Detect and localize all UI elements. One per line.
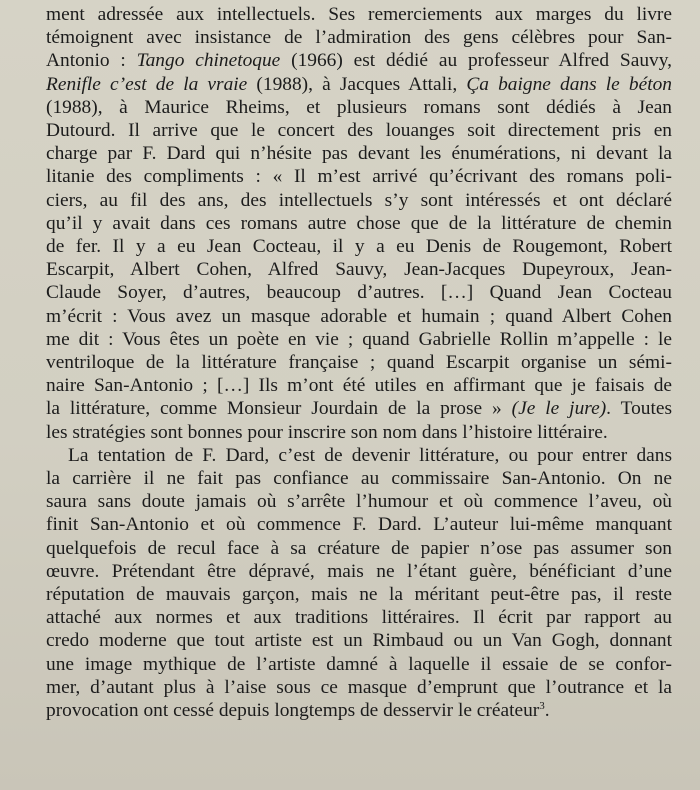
text-line: Renifle c’est de la vraie (1988), à Jacques Attali, Ça baigne dans le béton: [46, 73, 672, 95]
text-line: (1988), à Maurice Rheims, et plusieurs romans sont dédiés à Jean: [46, 96, 672, 118]
text-line: Escarpit, Albert Cohen, Alfred Sauvy, Jean-Jacques Dupeyroux, Jean-: [46, 259, 672, 281]
text-line: la littérature, comme Monsieur Jourdain de la prose » (Je le jure). Toutes: [46, 398, 672, 420]
text-line: témoignent avec insistance de l’admiration des gens célèbres pour San-: [46, 27, 672, 49]
text-line: provocation ont cessé depuis longtemps de desservir le créateur$^3$.: [46, 700, 550, 722]
text-line: credo moderne que tout artiste est un Rimbaud ou un Van Gogh, donnant: [46, 630, 672, 652]
text-line: la carrière il ne fait pas confiance au commissaire San-Antonio. On ne: [46, 468, 672, 490]
text-line: mer, d’autant plus à l’aise sous ce masque d’emprunt que l’outrance et la: [46, 676, 672, 698]
text-line: saura sans doute jamais où s’arrête l’humour et où commence l’aveu, où: [46, 491, 672, 513]
text-line: de fer. Il y a eu Jean Cocteau, il y a eu Denis de Rougemont, Robert: [46, 236, 672, 258]
text-line: m’écrit : Vous avez un masque adorable et humain ; quand Albert Cohen: [46, 305, 672, 327]
text-line: Claude Soyer, d’autres, beaucoup d’autres. […] Quand Jean Cocteau: [46, 282, 672, 304]
text-line: La tentation de F. Dard, c’est de devenir littérature, ou pour entrer dans: [68, 444, 672, 466]
text-line: me dit : Vous êtes un poète en vie ; quand Gabrielle Rollin m’appelle : le: [46, 328, 672, 350]
text-line: attaché aux normes et aux traditions littéraires. Il écrit par rapport au: [46, 607, 672, 629]
text-line: ventriloque de la littérature française ; quand Escarpit organise un sémi-: [46, 352, 672, 374]
text-line: œuvre. Prétendant être dépravé, mais ne l’étant guère, bénéficiant d’une: [46, 560, 672, 582]
text-line: une image mythique de l’artiste damné à laquelle il essaie de se confor-: [46, 653, 672, 675]
text-line: finit San-Antonio et où commence F. Dard. L’auteur lui-même manquant: [46, 514, 672, 536]
text-line: charge par F. Dard qui n’hésite pas devant les énumérations, ni devant la: [46, 143, 672, 165]
text-line: litanie des compliments : « Il m’est arrivé qu’écrivant des romans poli-: [46, 166, 672, 188]
text-line: Antonio : Tango chinetoque (1966) est dédié au professeur Alfred Sauvy,: [46, 50, 672, 72]
text-line: ciers, au fil des ans, des intellectuels s’y sont intéressés et ont déclaré: [46, 189, 672, 211]
text-line: Dutourd. Il arrive que le concert des louanges soit directement pris en: [46, 120, 672, 142]
text-line: quelquefois de recul face à sa créature de papier n’ose pas assumer son: [46, 537, 672, 559]
body-text: [46, 3, 672, 722]
text-line: qu’il y avait dans ces romans autre chose que de la littérature de chemin: [46, 212, 672, 234]
text-line: les stratégies sont bonnes pour inscrire son nom dans l’histoire littéraire.: [46, 421, 608, 443]
text-line: ment adressée aux intellectuels. Ses remerciements aux marges du livre: [46, 4, 672, 25]
text-line: naire San-Antonio ; […] Ils m’ont été utiles en affirmant que je faisais de: [46, 375, 672, 397]
text-line: réputation de mauvais garçon, mais ne la méritant peut-être pas, il reste: [46, 584, 672, 606]
